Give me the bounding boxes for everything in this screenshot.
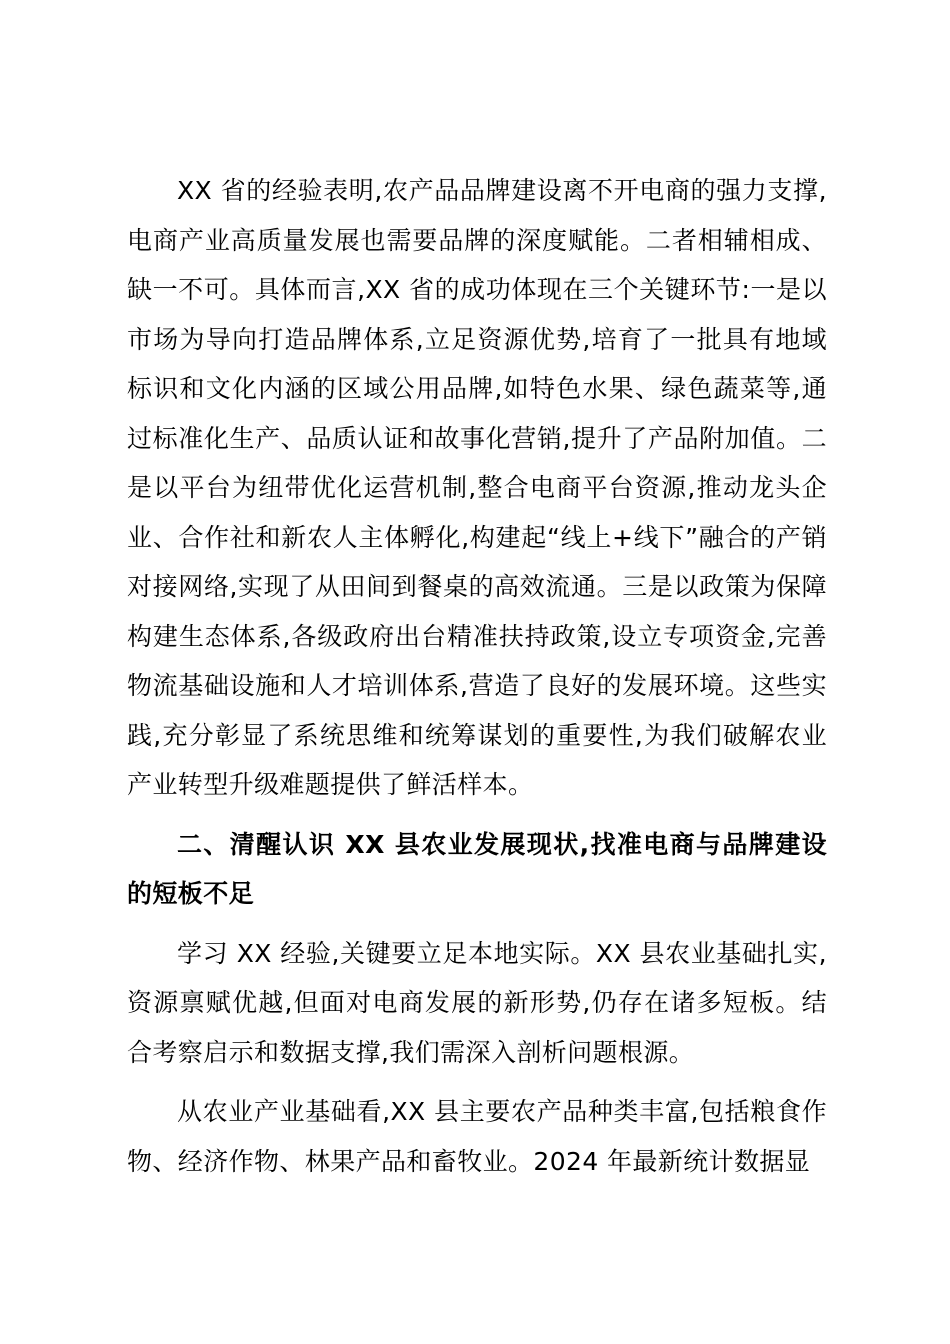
body-paragraph-agri-base: 从农业产业基础看,XX 县主要农产品种类丰富,包括粮食作物、经济作物、林果产品和畜牧业。2024 年最新统计数据显 bbox=[127, 1097, 827, 1176]
section-heading-2: 二、清醒认识 XX 县农业发展现状,找准电商与品牌建设的短板不足 bbox=[127, 829, 827, 908]
document-body bbox=[127, 166, 827, 1186]
body-paragraph-experience: XX 省的经验表明,农产品品牌建设离不开电商的强力支撑,电商产业高质量发展也需要品牌的深度赋能。二者相辅相成、缺一不可。具体而言,XX 省的成功体现在三个关键环节:一是以市场为导向打造品牌体系,立足资源优势,培育了一批具有地域标识和文化内涵的区域公用品牌,如特色水果、绿色蔬菜等,通过标准化生产、品质认证和故事化营销,提升了产品附加值。二是以平台为纽带优化运营机制,整合电商平台资源,推动龙头企业、合作社和新农人主体孵化,构建起“线上+线下”融合的产销对接网络,实现了从田间到餐桌的高效流通。三是以政策为保障构建生态体系,各级政府出台精准扶持政策,设立专项资金,完善物流基础设施和人才培训体系,营造了良好的发展环境。这些实践,充分彰显了系统思维和统筹谋划的重要性,为我们破解农业产业转型升级难题提供了鲜活样本。 bbox=[127, 176, 827, 799]
body-paragraph-local-reality: 学习 XX 经验,关键要立足本地实际。XX 县农业基础扎实,资源禀赋优越,但面对电商发展的新形势,仍存在诸多短板。结合考察启示和数据支撑,我们需深入剖析问题根源。 bbox=[127, 938, 827, 1067]
